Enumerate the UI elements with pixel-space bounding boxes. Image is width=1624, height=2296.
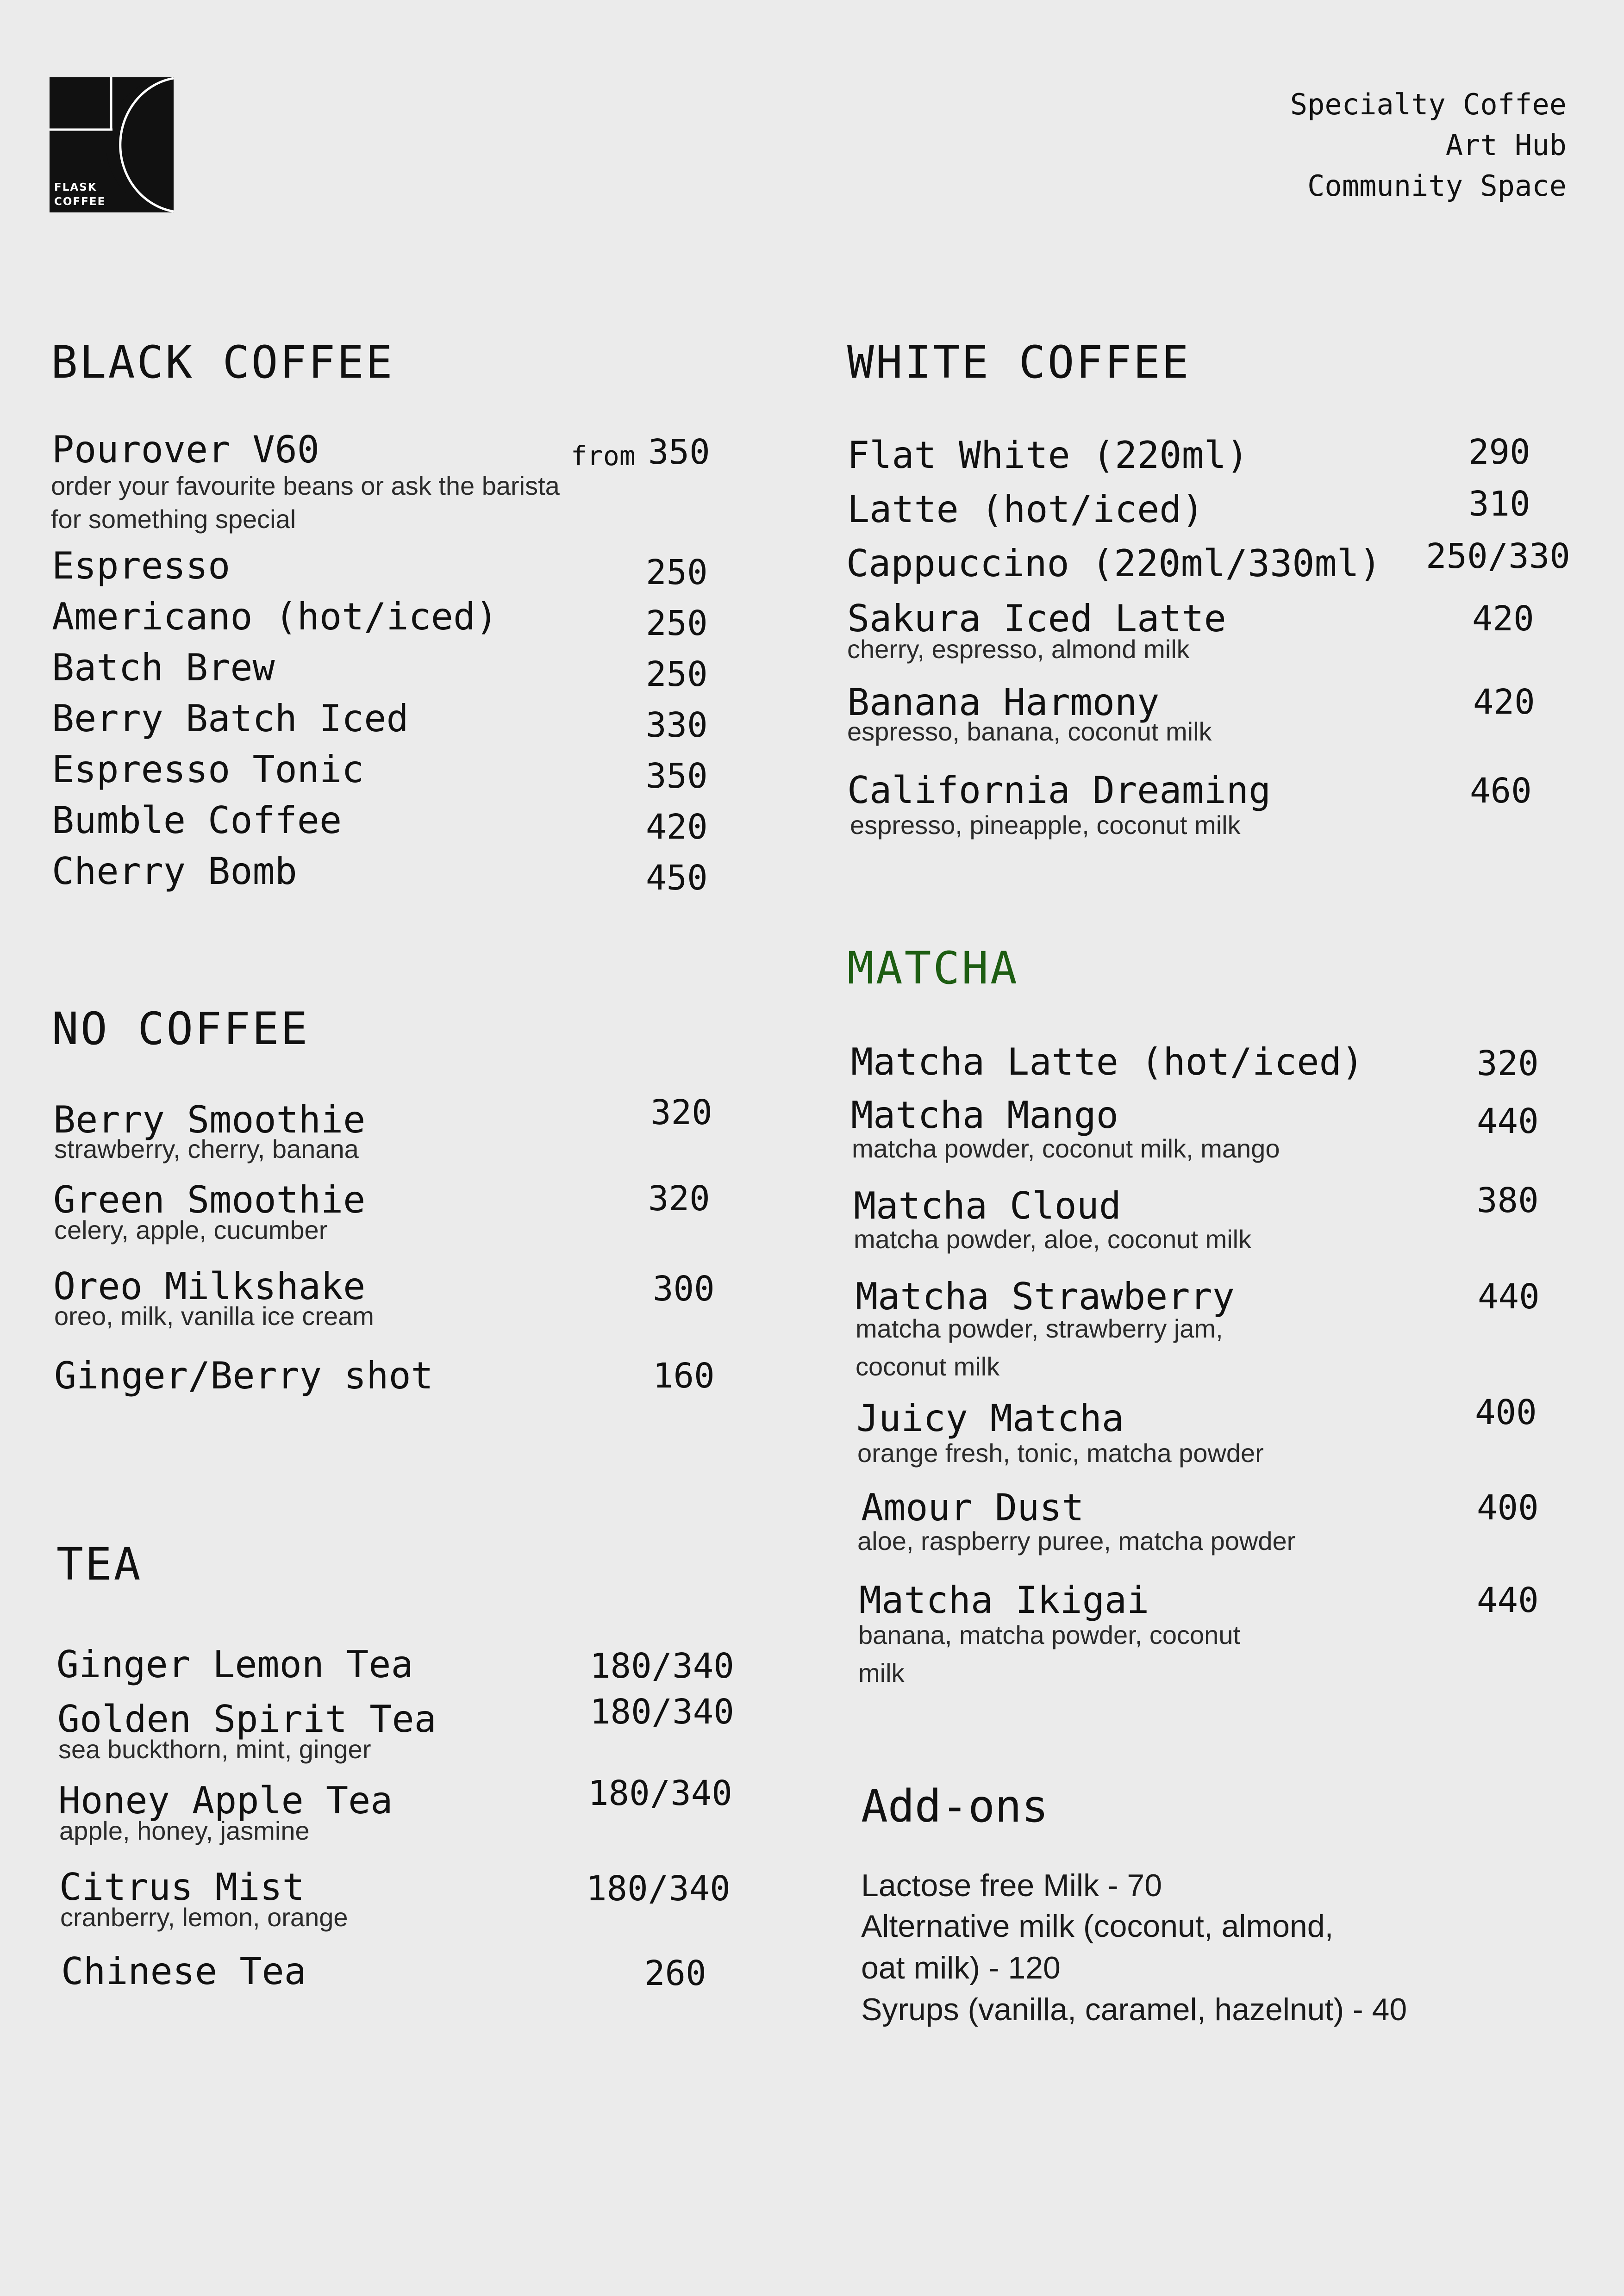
pourover-name: Pourover V60 (52, 428, 319, 471)
menu-item-desc: matcha powder, strawberry jam, (856, 1314, 1223, 1343)
menu-item-name: Golden Spirit Tea (57, 1698, 437, 1741)
menu-item-price: 320 (1477, 1044, 1539, 1083)
tagline-line-3: Community Space (1307, 169, 1567, 203)
menu-item-price: 260 (644, 1954, 706, 1993)
logo-text-coffee: COFFEE (54, 196, 106, 208)
menu-item-name: Bumble Coffee (52, 799, 342, 842)
menu-item-name: Sakura Iced Latte (847, 597, 1226, 640)
menu-item-price: 350 (646, 756, 708, 796)
menu-item-name: Juicy Matcha (856, 1397, 1124, 1440)
menu-item-desc: celery, apple, cucumber (54, 1215, 328, 1244)
menu-item-price: 440 (1477, 1580, 1539, 1620)
menu-item-name: Matcha Ikigai (859, 1579, 1149, 1622)
menu-item-name: Matcha Latte (hot/iced) (851, 1040, 1364, 1083)
menu-item-price: 180/340 (590, 1646, 734, 1686)
menu-item-name: Latte (hot/iced) (847, 488, 1204, 531)
addon-line: Lactose free Milk - 70 (861, 1868, 1162, 1903)
menu-item-price: 400 (1475, 1393, 1537, 1432)
menu-item-desc: cherry, espresso, almond milk (847, 635, 1190, 664)
menu-item-desc: matcha powder, aloe, coconut milk (854, 1225, 1252, 1254)
menu-item-desc: sea buckthorn, mint, ginger (58, 1735, 371, 1764)
menu-item-desc: strawberry, cherry, banana (54, 1134, 359, 1164)
menu-item-name: Batch Brew (52, 646, 275, 689)
tagline-line-1: Specialty Coffee (1290, 87, 1567, 121)
menu-item-name: Citrus Mist (59, 1866, 305, 1909)
menu-item-price: 330 (646, 705, 708, 745)
menu-item-name: Ginger/Berry shot (54, 1354, 433, 1397)
menu-item-price: 460 (1470, 771, 1532, 811)
menu-item-desc: aloe, raspberry puree, matcha powder (857, 1526, 1296, 1556)
addon-line: Alternative milk (coconut, almond, (861, 1909, 1334, 1944)
menu-item-name: Berry Smoothie (53, 1098, 366, 1141)
menu-item-price: 250/330 (1426, 536, 1570, 576)
menu-item-name: Oreo Milkshake (53, 1265, 366, 1308)
menu-item-name: Honey Apple Tea (58, 1779, 393, 1822)
menu-item-desc: oreo, milk, vanilla ice cream (54, 1301, 374, 1331)
pourover-price: 350 (648, 432, 710, 472)
menu-item-price: 320 (648, 1179, 710, 1219)
menu-item-desc: matcha powder, coconut milk, mango (852, 1134, 1280, 1163)
menu-item-desc-2: milk (858, 1658, 905, 1687)
menu-item-name: Ginger Lemon Tea (56, 1643, 413, 1686)
menu-item-name: Matcha Strawberry (856, 1275, 1235, 1318)
menu-item-price: 250 (646, 604, 708, 643)
menu-item-price: 420 (1472, 599, 1534, 639)
menu-item-price: 440 (1478, 1277, 1540, 1317)
menu-item-price: 420 (646, 807, 708, 847)
menu-item-price: 160 (653, 1356, 715, 1396)
menu-item-price: 450 (646, 858, 708, 898)
menu-item-price: 400 (1477, 1488, 1539, 1528)
menu-item-name: Espresso Tonic (52, 748, 364, 791)
menu-item-name: Matcha Mango (851, 1094, 1118, 1137)
menu-item-name: California Dreaming (847, 769, 1271, 812)
menu-item-desc: cranberry, lemon, orange (60, 1903, 348, 1932)
menu-item-price: 180/340 (590, 1692, 734, 1732)
menu-item-name: Flat White (220ml) (847, 434, 1249, 477)
menu-item-price: 290 (1468, 432, 1530, 472)
pourover-desc-2: for something special (51, 504, 296, 534)
menu-item-desc: banana, matcha powder, coconut (858, 1620, 1241, 1649)
menu-item-price: 420 (1473, 682, 1535, 722)
menu-item-price: 180/340 (588, 1773, 732, 1813)
white-coffee-heading: WHITE COFFEE (847, 336, 1191, 388)
menu-item-desc: espresso, banana, coconut milk (847, 717, 1212, 746)
tagline-line-2: Art Hub (1445, 128, 1567, 162)
no-coffee-heading: NO COFFEE (52, 1003, 310, 1055)
menu-item-price: 300 (653, 1269, 715, 1309)
menu-item-desc: apple, honey, jasmine (59, 1816, 310, 1845)
menu-item-desc-2: coconut milk (856, 1352, 1000, 1381)
matcha-heading: MATCHA (847, 942, 1019, 994)
pourover-from-label: from (571, 440, 636, 472)
menu-item-name: Berry Batch Iced (52, 697, 409, 740)
menu-item-name: Cappuccino (220ml/330ml) (846, 542, 1381, 585)
logo-text-flask: FLASK (54, 181, 97, 193)
menu-item-name: Banana Harmony (847, 681, 1160, 724)
addons-heading: Add-ons (861, 1780, 1049, 1832)
menu-item-desc: espresso, pineapple, coconut milk (850, 810, 1241, 840)
menu-item-name: Chinese Tea (61, 1950, 306, 1993)
tea-heading: TEA (56, 1538, 143, 1590)
menu-item-name: Amour Dust (861, 1486, 1084, 1529)
menu-item-price: 250 (646, 654, 708, 694)
menu-item-price: 320 (650, 1093, 712, 1132)
menu-item-price: 250 (646, 553, 708, 592)
menu-item-name: Americano (hot/iced) (52, 595, 498, 638)
menu-item-name: Espresso (52, 544, 231, 587)
menu-item-price: 440 (1477, 1101, 1539, 1141)
black-coffee-heading: BLACK COFFEE (51, 336, 394, 388)
menu-item-price: 180/340 (586, 1869, 731, 1909)
menu-item-name: Matcha Cloud (854, 1184, 1121, 1227)
menu-item-desc: orange fresh, tonic, matcha powder (857, 1438, 1264, 1468)
menu-item-name: Green Smoothie (53, 1178, 366, 1221)
addon-line: oat milk) - 120 (861, 1950, 1061, 1985)
menu-item-price: 380 (1477, 1181, 1539, 1220)
addon-line: Syrups (vanilla, caramel, hazelnut) - 40 (861, 1992, 1407, 2027)
menu-item-price: 310 (1468, 484, 1530, 524)
menu-item-name: Cherry Bomb (52, 850, 297, 893)
flask-coffee-logo (50, 77, 174, 212)
pourover-desc-1: order your favourite beans or ask the barista (51, 471, 560, 500)
